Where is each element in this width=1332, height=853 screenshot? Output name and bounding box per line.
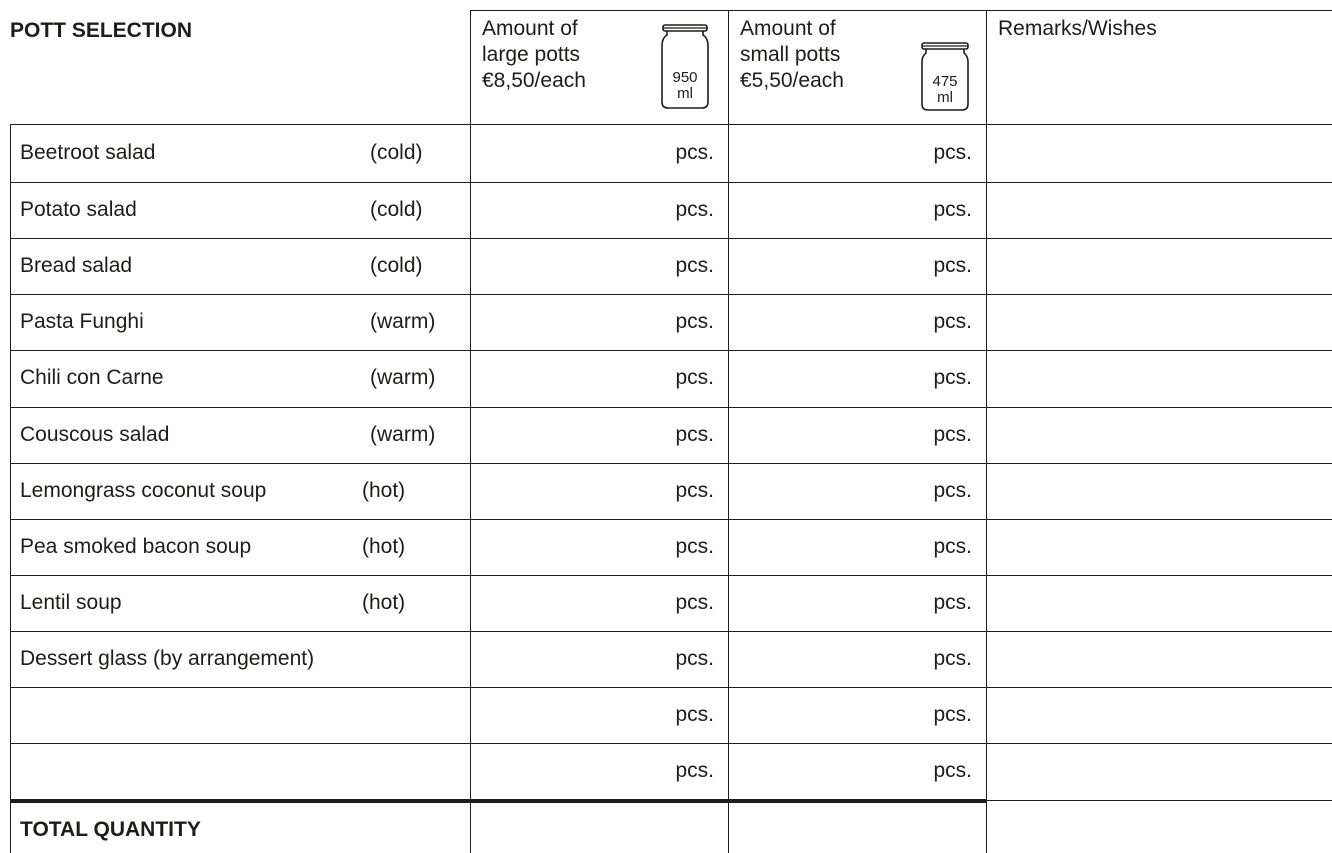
dish-name: Pea smoked bacon soup — [20, 535, 252, 558]
jar-icon — [658, 24, 712, 110]
dish-temp: (hot) — [362, 479, 406, 502]
remarks-field[interactable] — [987, 183, 1332, 238]
remarks-field[interactable] — [987, 125, 1332, 182]
remarks-field[interactable] — [987, 464, 1332, 519]
unit-label: pcs. — [675, 479, 714, 502]
svg-text:950: 950 — [672, 69, 698, 86]
dish-name: Bread salad — [20, 254, 133, 277]
dish-name: Lentil soup — [20, 591, 122, 614]
unit-label: pcs. — [675, 254, 714, 277]
custom-dish-field[interactable] — [11, 744, 470, 799]
unit-label: pcs. — [933, 591, 972, 614]
unit-label: pcs. — [933, 198, 972, 221]
svg-text:ml: ml — [937, 89, 953, 106]
remarks-field[interactable] — [987, 744, 1332, 799]
large-total-field[interactable] — [471, 803, 728, 853]
total-separator-remarks — [986, 800, 1332, 801]
jar-icon — [918, 42, 972, 112]
dish-temp: (cold) — [370, 198, 423, 221]
dish-temp: (hot) — [362, 535, 406, 558]
unit-label: pcs. — [675, 423, 714, 446]
unit-label: pcs. — [675, 535, 714, 558]
dish-name: Potato salad — [20, 198, 137, 221]
unit-label: pcs. — [675, 591, 714, 614]
page-title: POTT SELECTION — [10, 19, 193, 42]
unit-label: pcs. — [675, 310, 714, 333]
dish-name: Dessert glass (by arrangement) — [20, 647, 315, 670]
remarks-field[interactable] — [987, 408, 1332, 463]
remarks-field[interactable] — [987, 688, 1332, 743]
dish-temp: (warm) — [370, 366, 436, 389]
unit-label: pcs. — [675, 759, 714, 782]
dish-name: Pasta Funghi — [20, 310, 144, 333]
unit-label: pcs. — [933, 479, 972, 502]
grid-top-line — [470, 10, 1332, 11]
remarks-field[interactable] — [987, 239, 1332, 294]
unit-label: pcs. — [675, 366, 714, 389]
svg-text:475: 475 — [932, 73, 958, 90]
unit-label: pcs. — [675, 647, 714, 670]
dish-temp: (hot) — [362, 591, 406, 614]
unit-label: pcs. — [675, 141, 714, 164]
unit-label: pcs. — [933, 254, 972, 277]
remarks-field[interactable] — [987, 351, 1332, 407]
dish-name: Chili con Carne — [20, 366, 164, 389]
unit-label: pcs. — [933, 647, 972, 670]
unit-label: pcs. — [933, 310, 972, 333]
remarks-header: Remarks/Wishes — [998, 17, 1157, 40]
svg-text:ml: ml — [677, 85, 693, 102]
unit-label: pcs. — [933, 759, 972, 782]
custom-dish-field[interactable] — [11, 688, 470, 743]
total-label: TOTAL QUANTITY — [20, 818, 201, 841]
dish-temp: (cold) — [370, 254, 423, 277]
unit-label: pcs. — [933, 703, 972, 726]
dish-name: Beetroot salad — [20, 141, 156, 164]
remarks-field[interactable] — [987, 295, 1332, 350]
unit-label: pcs. — [675, 703, 714, 726]
dish-name: Couscous salad — [20, 423, 170, 446]
remarks-field[interactable] — [987, 576, 1332, 631]
unit-label: pcs. — [933, 141, 972, 164]
remarks-field[interactable] — [987, 632, 1332, 687]
dish-name: Lemongrass coconut soup — [20, 479, 267, 502]
unit-label: pcs. — [933, 535, 972, 558]
unit-label: pcs. — [933, 366, 972, 389]
small-total-field[interactable] — [729, 803, 986, 853]
remarks-field[interactable] — [987, 520, 1332, 575]
dish-temp: (warm) — [370, 423, 436, 446]
unit-label: pcs. — [675, 198, 714, 221]
dish-temp: (warm) — [370, 310, 436, 333]
unit-label: pcs. — [933, 423, 972, 446]
dish-temp: (cold) — [370, 141, 423, 164]
